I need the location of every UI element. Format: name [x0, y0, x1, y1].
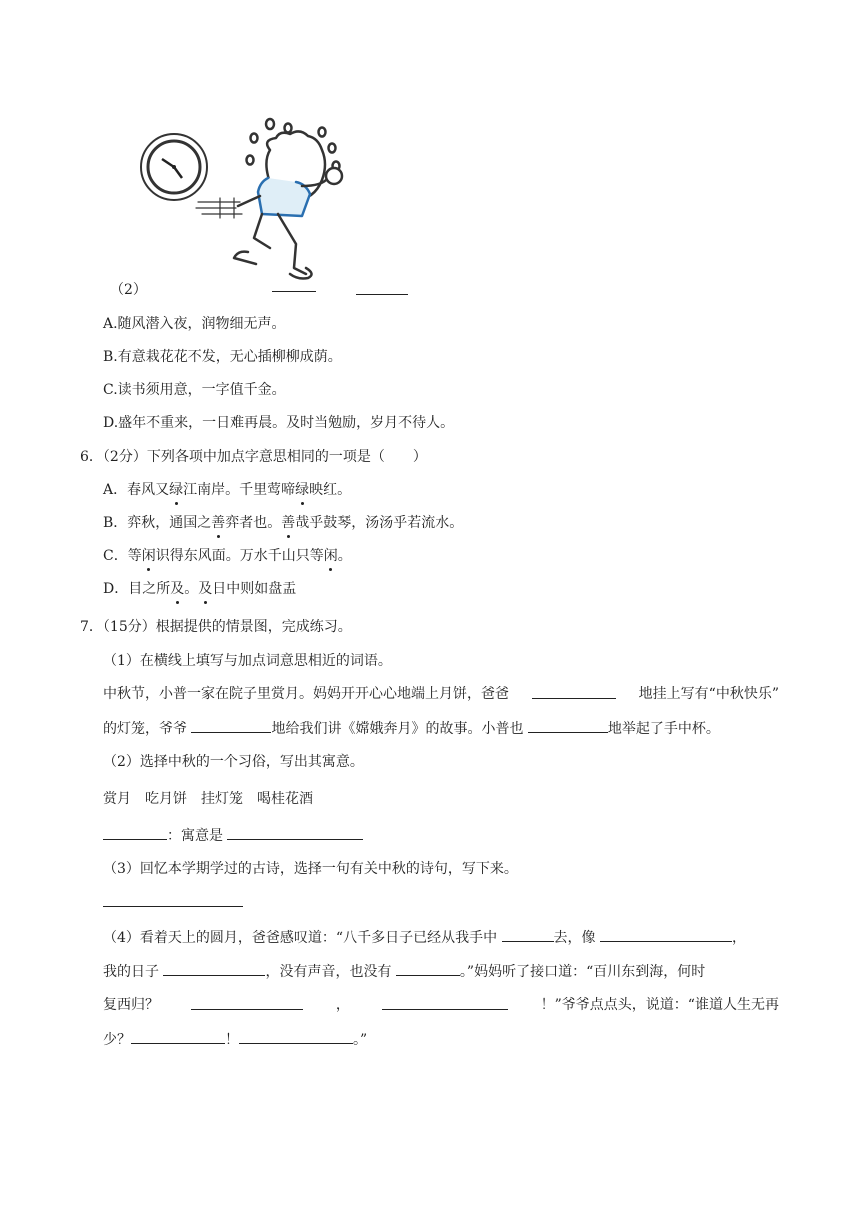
fill-blank[interactable] — [191, 718, 271, 733]
q6-option-a: A．春风又绿江南岸。千里莺啼绿映红。 — [103, 482, 352, 498]
q7-sub4-line2: 我的日子 ，没有声音，也没有 。”妈妈听了接口道：“百川东到海，何时 — [103, 961, 705, 982]
q6-option-b: B．弈秋，通国之善弈者也。善哉乎鼓琴，汤汤乎若流水。 — [103, 515, 464, 531]
q6-option-d: D．目之所及。及日中则如盘盂 — [103, 581, 297, 597]
q7-para-line2: 的灯笼，爷爷 地给我们讲《嫦娥奔月》的故事。小普也 地举起了手中杯。 — [103, 718, 720, 739]
q7-poem-blank[interactable] — [103, 906, 243, 907]
q7-sub4-line1: （4）看着天上的圆月，爸爸感叹道：“八千多日子已经从我手中 去，像 ， — [103, 927, 746, 948]
fill-blank[interactable] — [528, 718, 608, 733]
dotted-char: 绿 — [295, 482, 310, 498]
dotted-char: 闲 — [323, 548, 338, 564]
q5-answer-blank[interactable] — [356, 294, 408, 295]
fill-blank[interactable] — [502, 927, 554, 942]
clock-icon — [141, 134, 207, 200]
q6-option-c: C．等闲识得东风面。万水千山只等闲。 — [103, 548, 352, 564]
fill-blank[interactable] — [103, 825, 167, 840]
fill-blank[interactable] — [396, 961, 460, 976]
q5-sub2-label: （2） — [110, 282, 147, 298]
q7-para-line1: 中秋节，小普一家在院子里赏月。妈妈开开心心地端上月饼，爸爸 地挂上写有“中秋快乐” — [103, 686, 779, 702]
q5-option-d: D.盛年不重来，一日难再晨。及时当勉励，岁月不待人。 — [103, 415, 455, 431]
q5-option-c: C.读书须用意，一字值千金。 — [103, 382, 286, 398]
dotted-char: 及 — [170, 581, 185, 597]
fill-blank[interactable] — [600, 927, 732, 942]
fill-blank[interactable] — [239, 1029, 353, 1044]
illustration-boy-clock — [130, 112, 370, 297]
q7-meaning-line: ：寓意是 — [103, 825, 363, 846]
fill-blank[interactable] — [131, 1029, 225, 1044]
fill-blank[interactable] — [532, 684, 616, 699]
dotted-char: 及 — [198, 581, 213, 597]
q7-sub3: （3）回忆本学期学过的古诗，选择一句有关中秋的诗句，写下来。 — [103, 861, 518, 877]
q7-sub4-line4: 少？ ！ 。” — [103, 1029, 367, 1050]
fill-blank[interactable] — [191, 995, 303, 1010]
q7-sub4-line3: 复西归？ ， ！”爷爷点点头，说道：“谁道人生无再 — [103, 997, 779, 1013]
dotted-char: 闲 — [141, 548, 156, 564]
q7-customs: 赏月 吃月饼 挂灯笼 喝桂花酒 — [103, 791, 313, 807]
running-boy-icon — [196, 119, 342, 279]
fill-blank[interactable] — [227, 825, 363, 840]
q7-sub1: （1）在横线上填写与加点词意思相近的词语。 — [103, 653, 392, 669]
q7-sub2: （2）选择中秋的一个习俗，写出其寓意。 — [103, 754, 364, 770]
fill-blank[interactable] — [163, 961, 265, 976]
dotted-char: 善 — [211, 515, 226, 531]
dotted-char: 善 — [281, 515, 296, 531]
dotted-char: 绿 — [169, 482, 184, 498]
q7-stem: 7．（15分）根据提供的情景图，完成练习。 — [80, 619, 352, 635]
q6-stem: 6．（2分）下列各项中加点字意思相同的一项是（ ） — [80, 449, 427, 465]
fill-blank[interactable] — [382, 995, 508, 1010]
q5-option-a: A.随风潜入夜，润物细无声。 — [103, 316, 286, 332]
q5-option-b: B.有意栽花花不发，无心插柳柳成荫。 — [103, 349, 342, 365]
q5-short-line — [272, 291, 316, 292]
